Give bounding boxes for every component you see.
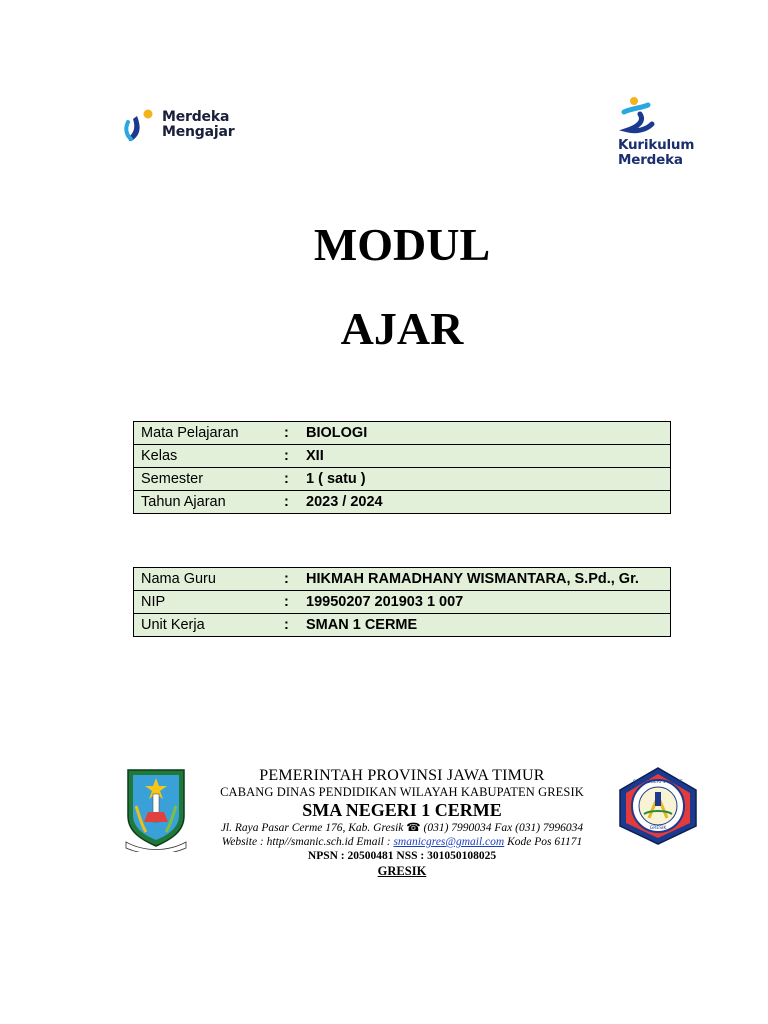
document-title-line1: MODUL xyxy=(313,219,491,270)
letterhead-school-name: SMA NEGERI 1 CERME xyxy=(302,800,502,820)
row-colon: : xyxy=(284,494,289,510)
table-row xyxy=(134,422,671,445)
letterhead-province: PEMERINTAH PROVINSI JAWA TIMUR xyxy=(259,767,545,784)
email-link[interactable]: smanicgres@gmail.com xyxy=(393,836,505,848)
subject-info-table xyxy=(133,421,671,514)
merdeka-mengajar-logo xyxy=(124,104,244,152)
row-value: HIKMAH RAMADHANY WISMANTARA, S.Pd., Gr. xyxy=(306,571,639,587)
east-java-emblem-icon xyxy=(124,766,188,857)
row-label: Kelas xyxy=(141,448,178,464)
row-colon: : xyxy=(284,448,289,464)
table-row xyxy=(134,568,671,591)
school-letterhead xyxy=(190,766,614,879)
table-row xyxy=(134,591,671,614)
row-colon: : xyxy=(284,594,289,610)
letterhead-address-line xyxy=(190,821,614,835)
table-row xyxy=(134,491,671,514)
letterhead-contact-line xyxy=(190,835,614,849)
kurikulum-merdeka-icon xyxy=(618,96,658,138)
row-colon: : xyxy=(284,425,289,441)
row-value: BIOLOGI xyxy=(306,425,368,441)
row-label: Unit Kerja xyxy=(141,617,205,633)
letterhead-address: Jl. Raya Pasar Cerme 176, Kab. Gresik xyxy=(220,822,404,834)
row-value: 1 ( satu ) xyxy=(306,471,366,487)
row-label: Mata Pelajaran xyxy=(141,425,239,441)
logo-text-line1: Kurikulum xyxy=(618,137,695,153)
row-label: Semester xyxy=(141,471,204,487)
row-colon: : xyxy=(284,617,289,633)
teacher-info-table xyxy=(133,567,671,637)
logo-text-line2: Mengajar xyxy=(162,124,235,140)
seal-bottom-text: GRESIK xyxy=(649,826,667,831)
school-seal-icon xyxy=(616,766,700,851)
row-value: XII xyxy=(306,448,324,464)
table-row xyxy=(134,445,671,468)
row-label: Tahun Ajaran xyxy=(141,494,226,510)
row-value: 2023 / 2024 xyxy=(306,494,383,510)
logo-text-line2: Merdeka xyxy=(618,152,683,168)
table-row xyxy=(134,468,671,491)
row-value: 19950207 201903 1 007 xyxy=(306,594,464,610)
document-title-line2: AJAR xyxy=(340,303,464,354)
row-colon: : xyxy=(284,571,289,587)
row-colon: : xyxy=(284,471,289,487)
letterhead-postal: Kode Pos 61171 xyxy=(507,836,583,848)
merdeka-mengajar-icon xyxy=(124,108,158,146)
row-label: Nama Guru xyxy=(141,571,216,587)
letterhead-website: Website : http//smanic.sch.id Email : xyxy=(221,836,391,848)
table-row xyxy=(134,614,671,637)
letterhead-office: CABANG DINAS PENDIDIKAN WILAYAH KABUPATEN GRESIK xyxy=(220,785,584,799)
seal-ring-text: SMA NEGERI 1 CERME xyxy=(633,780,683,785)
row-label: NIP xyxy=(141,594,166,610)
letterhead-phone: (031) 7990034 Fax (031) 7996034 xyxy=(423,822,584,834)
phone-icon: ☎ xyxy=(406,822,421,834)
kurikulum-merdeka-logo xyxy=(612,96,712,176)
logo-text-line1: Merdeka xyxy=(162,109,230,125)
letterhead-city: GRESIK xyxy=(377,864,427,878)
row-value: SMAN 1 CERME xyxy=(306,617,418,633)
letterhead-npsn: NPSN : 20500481 NSS : 301050108025 xyxy=(307,850,497,862)
